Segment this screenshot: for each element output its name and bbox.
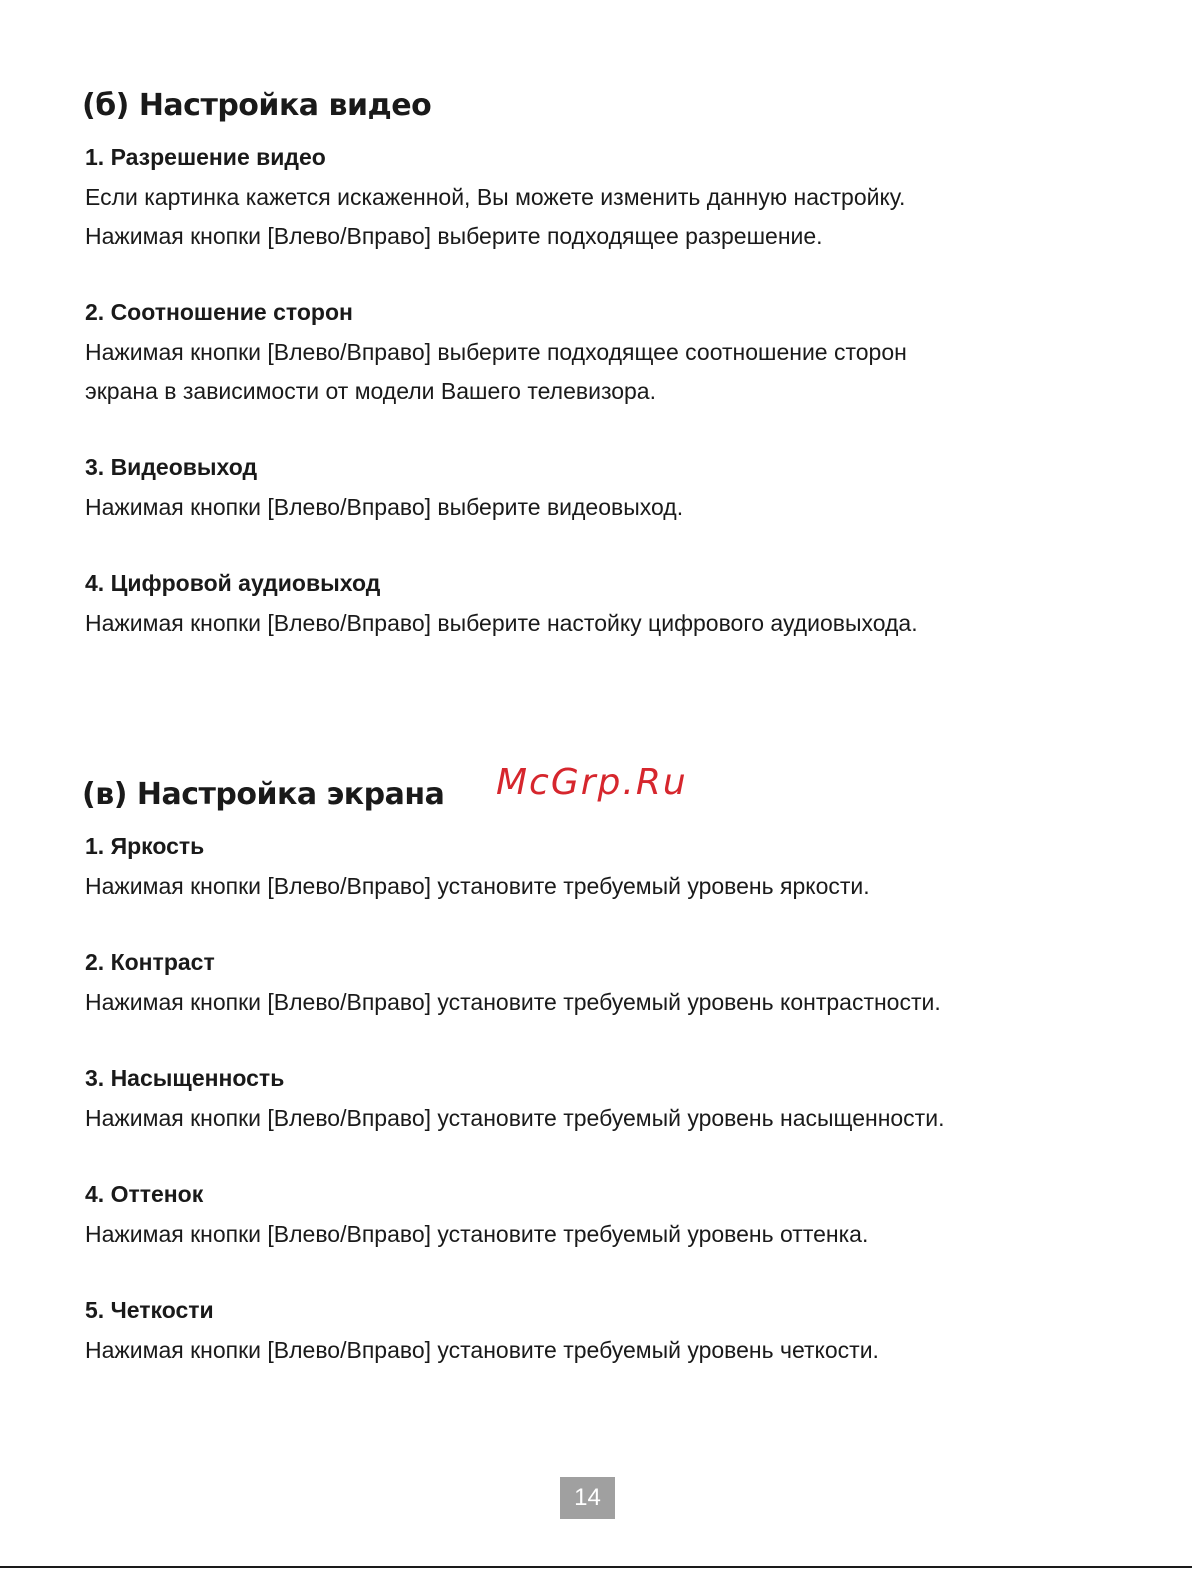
page-number: 14 [560, 1477, 615, 1519]
item-text-aspect-ratio-line-2: экрана в зависимости от модели Вашего телевизора. [85, 378, 656, 404]
item-title-video-resolution: 1. Разрешение видео [85, 144, 326, 170]
item-text-contrast: Нажимая кнопки [Влево/Вправо] установите требуемый уровень контрастности. [85, 989, 941, 1015]
item-text-sharpness: Нажимая кнопки [Влево/Вправо] установите требуемый уровень четкости. [85, 1337, 879, 1363]
item-title-video-output: 3. Видеовыход [85, 454, 258, 480]
item-title-saturation: 3. Насыщенность [85, 1065, 285, 1091]
watermark-text: McGrp.Ru [496, 762, 688, 803]
item-text-video-resolution-line-1: Если картинка кажется искаженной, Вы можете изменить данную настройку. [85, 184, 906, 210]
item-text-brightness: Нажимая кнопки [Влево/Вправо] установите требуемый уровень яркости. [85, 873, 870, 899]
item-text-video-resolution-line-2: Нажимая кнопки [Влево/Вправо] выберите подходящее разрешение. [85, 223, 823, 249]
bottom-divider [0, 1566, 1192, 1568]
item-text-aspect-ratio-line-1: Нажимая кнопки [Влево/Вправо] выберите подходящее соотношение сторон [85, 339, 907, 365]
item-title-hue: 4. Оттенок [85, 1181, 204, 1207]
item-title-digital-audio-output: 4. Цифровой аудиовыход [85, 570, 381, 596]
item-title-brightness: 1. Яркость [85, 833, 205, 859]
item-text-saturation: Нажимая кнопки [Влево/Вправо] установите требуемый уровень насыщенности. [85, 1105, 945, 1131]
item-title-aspect-ratio: 2. Соотношение сторон [85, 299, 353, 325]
section-title-video: (б) Настройка видео [82, 88, 432, 123]
item-title-contrast: 2. Контраст [85, 949, 215, 975]
item-text-hue: Нажимая кнопки [Влево/Вправо] установите требуемый уровень оттенка. [85, 1221, 869, 1247]
section-title-screen: (в) Настройка экрана [82, 777, 445, 812]
item-title-sharpness: 5. Четкости [85, 1297, 214, 1323]
item-text-digital-audio-output: Нажимая кнопки [Влево/Вправо] выберите настойку цифрового аудиовыхода. [85, 610, 918, 636]
item-text-video-output: Нажимая кнопки [Влево/Вправо] выберите видеовыход. [85, 494, 684, 520]
